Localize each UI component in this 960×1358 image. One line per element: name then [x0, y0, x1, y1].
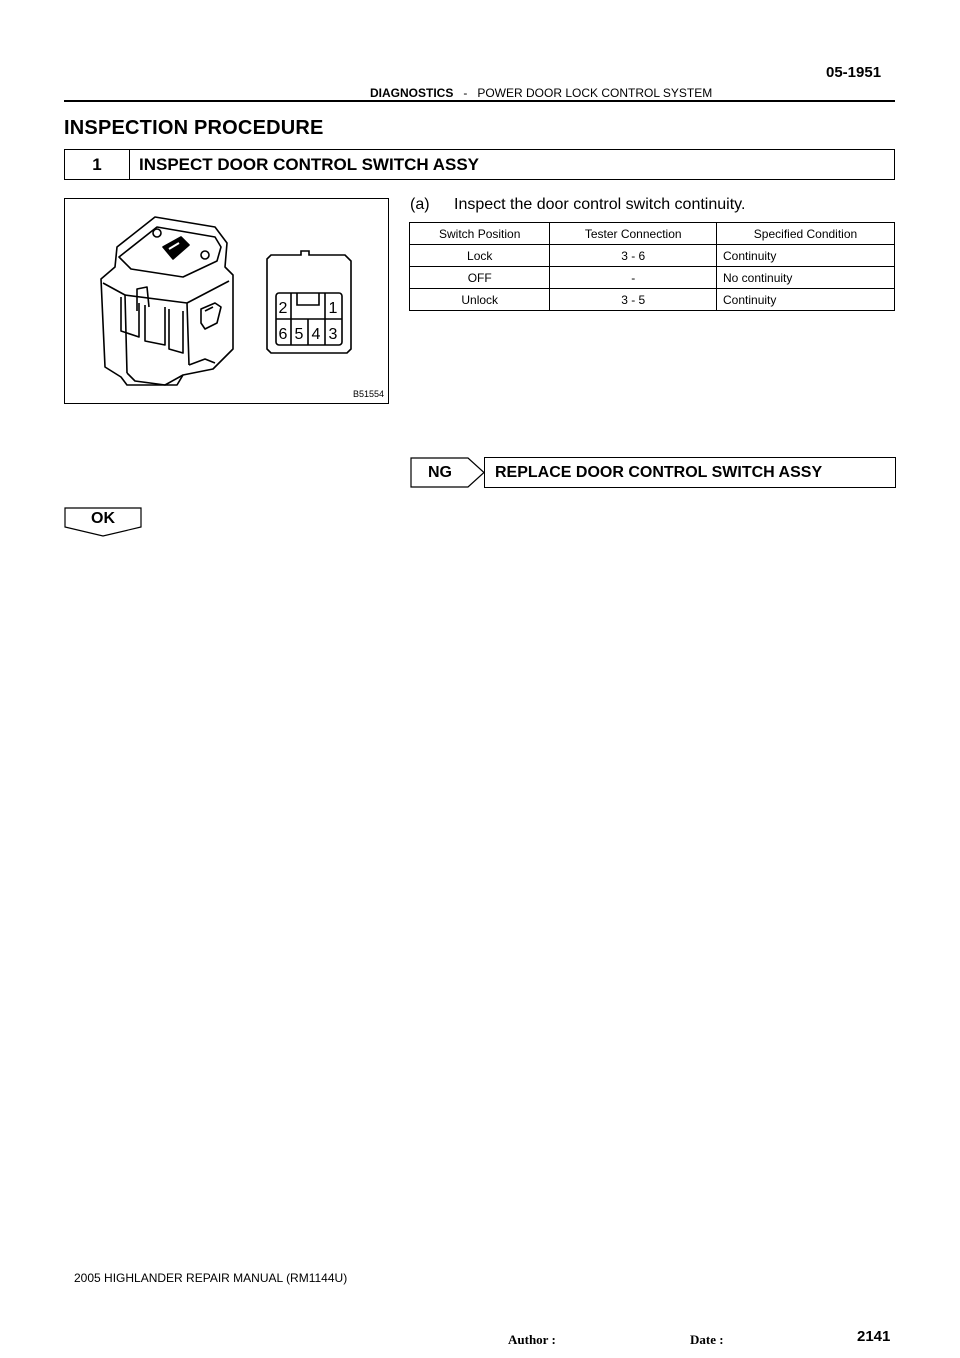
pin-2: 2 — [278, 300, 288, 317]
table-cell: Unlock — [410, 289, 550, 311]
table-row — [410, 245, 895, 267]
switch-illustration — [64, 198, 389, 404]
header-section: DIAGNOSTICS — [370, 86, 454, 100]
table-row — [410, 267, 895, 289]
header-subsection: POWER DOOR LOCK CONTROL SYSTEM — [477, 86, 713, 100]
instruction — [410, 196, 745, 214]
footer-author-label: Author : — [508, 1332, 556, 1347]
table-cell: 3 - 5 — [550, 289, 717, 311]
header-separator: - — [463, 86, 468, 100]
ng-action-text: REPLACE DOOR CONTROL SWITCH ASSY — [495, 464, 823, 481]
table-cell: Continuity — [717, 245, 895, 267]
pin-3: 3 — [328, 326, 338, 343]
continuity-table — [409, 222, 895, 311]
step-title: INSPECT DOOR CONTROL SWITCH ASSY — [139, 155, 480, 174]
footer-date-label: Date : — [690, 1332, 724, 1347]
table-cell: - — [550, 267, 717, 289]
table-header-row — [410, 223, 895, 245]
illustration-code: B51554 — [352, 389, 384, 399]
page-code: 05-1951 — [826, 64, 882, 81]
pin-6: 6 — [278, 326, 288, 343]
col-tester-connection: Tester Connection — [550, 223, 717, 245]
table-row — [410, 289, 895, 311]
table-cell: Continuity — [717, 289, 895, 311]
section-title: INSPECTION PROCEDURE — [64, 117, 324, 139]
pin-4: 4 — [311, 326, 321, 343]
table-cell: No continuity — [717, 267, 895, 289]
table-cell: Lock — [410, 245, 550, 267]
footer-manual-title: 2005 HIGHLANDER REPAIR MANUAL (RM1144U) — [74, 1271, 348, 1285]
ok-result — [64, 507, 142, 537]
step-bar — [64, 149, 895, 180]
instruction-text: Inspect the door control switch continuity. — [454, 196, 746, 213]
step-number: 1 — [65, 150, 130, 179]
door-control-switch-drawing — [65, 199, 388, 403]
col-switch-position: Switch Position — [410, 223, 550, 245]
table-cell: OFF — [410, 267, 550, 289]
footer-page-number: 2141 — [857, 1328, 891, 1345]
instruction-label: (a) — [410, 196, 430, 213]
header-rule — [64, 100, 895, 102]
pin-5: 5 — [294, 326, 304, 343]
ng-result — [410, 457, 896, 488]
col-specified-condition: Specified Condition — [717, 223, 895, 245]
ng-label: NG — [428, 464, 452, 481]
table-cell: 3 - 6 — [550, 245, 717, 267]
ok-label: OK — [91, 510, 115, 527]
running-header — [370, 86, 712, 100]
pin-1: 1 — [328, 300, 338, 317]
ng-action-box — [484, 457, 896, 488]
